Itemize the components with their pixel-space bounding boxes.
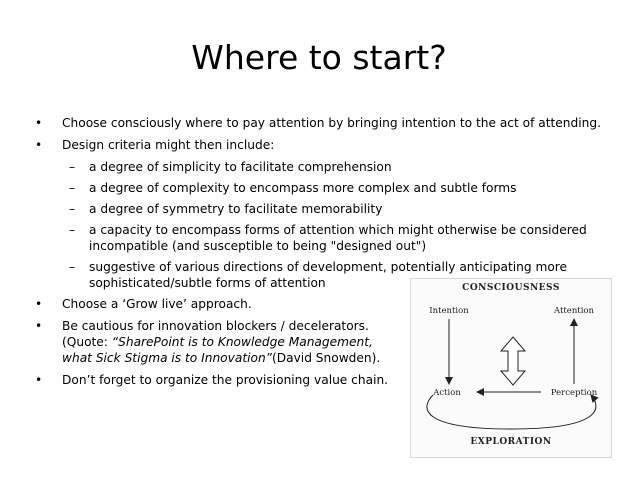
diagram-top-label: CONSCIOUSNESS [462, 283, 560, 293]
diagram-attention-label: Attention [553, 306, 595, 316]
sub-item-text: a degree of simplicity to facilitate comprehension [89, 160, 392, 174]
bullet-text: Choose a ‘Grow live’ approach. [62, 297, 252, 311]
quote-attribution: (David Snowden). [271, 351, 381, 365]
bullet-marker: • [35, 138, 43, 152]
dash-marker: – [69, 202, 76, 216]
sub-item [30, 222, 620, 254]
bullet-text: Don’t forget to organize the provisioning value chain. [62, 373, 389, 387]
double-arrow-icon [501, 337, 525, 385]
sub-item-text-line2: incompatible (and susceptible to being "designed out") [89, 239, 427, 253]
dash-marker: – [69, 260, 76, 274]
bullet-item [30, 137, 620, 153]
quote-prefix: (Quote: [62, 335, 112, 349]
sub-item-text: a degree of complexity to encompass more complex and subtle forms [89, 181, 517, 195]
bullet-item [30, 115, 620, 131]
bullet-marker: • [35, 373, 43, 387]
sub-item [30, 201, 620, 217]
diagram-perception-label: Perception [550, 388, 598, 398]
dash-marker: – [69, 181, 76, 195]
quote-text-1: “SharePoint is to Knowledge Management, [111, 335, 373, 349]
sub-item-text: a degree of symmetry to facilitate memorability [89, 202, 383, 216]
dash-marker: – [69, 160, 76, 174]
diagram-bottom-label: EXPLORATION [470, 437, 552, 447]
sub-item [30, 180, 620, 196]
bullet-marker: • [35, 116, 43, 130]
consciousness-diagram [410, 278, 612, 458]
diagram-intention-label: Intention [429, 306, 469, 316]
bullet-text: Choose consciously where to pay attention by bringing intention to the act of attending. [62, 116, 601, 130]
exploration-loop-arrow [427, 395, 596, 429]
design-criteria-list [30, 159, 620, 291]
sub-item-text-line2: sophisticated/subtle forms of attention [89, 276, 326, 290]
sub-item-text-line1: suggestive of various directions of development, potentially anticipating more [89, 260, 568, 274]
bullet-text-line1: Be cautious for innovation blockers / decelerators. [62, 319, 369, 333]
dash-marker: – [69, 223, 76, 237]
sub-item-text-line1: a capacity to encompass forms of attention which might otherwise be considered [89, 223, 587, 237]
diagram-svg [411, 279, 611, 457]
bullet-marker: • [35, 319, 43, 333]
quote-text-2: what Sick Stigma is to Innovation” [62, 351, 272, 365]
diagram-action-label: Action [433, 388, 461, 398]
slide-title: Where to start? [191, 38, 447, 77]
bullet-text: Design criteria might then include: [62, 138, 275, 152]
sub-item [30, 159, 620, 175]
bullet-marker: • [35, 297, 43, 311]
